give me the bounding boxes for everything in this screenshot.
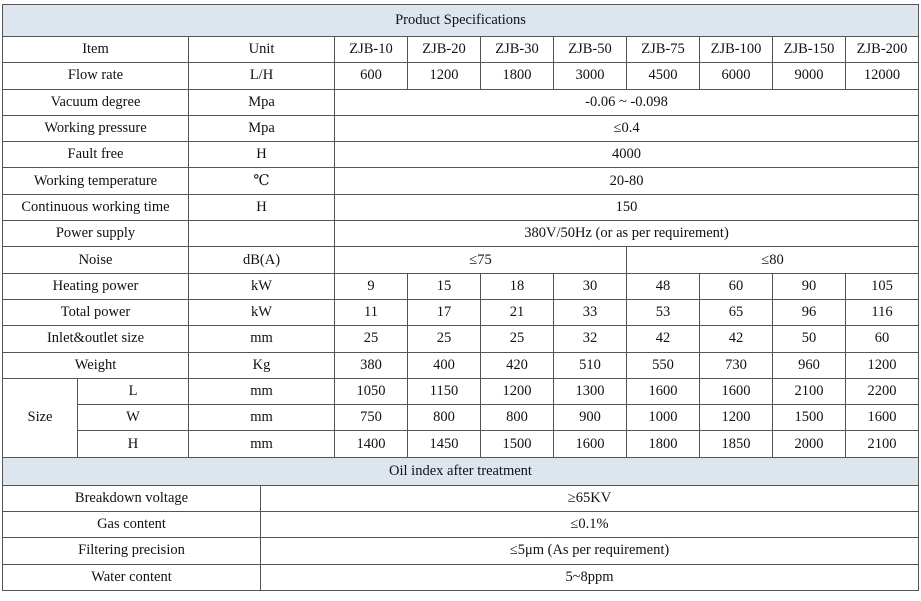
- table-cell: 53: [627, 299, 700, 325]
- model-header: ZJB-30: [481, 37, 554, 63]
- table-cell: 65: [700, 299, 773, 325]
- table-cell: 960: [773, 352, 846, 378]
- table-cell: 380V/50Hz (or as per requirement): [335, 221, 919, 247]
- table-cell: 17: [408, 299, 481, 325]
- table-cell: 550: [627, 352, 700, 378]
- table-row: [3, 194, 919, 220]
- table-row: [3, 142, 919, 168]
- row-label: Filtering precision: [3, 538, 261, 564]
- product-specifications-title: Product Specifications: [3, 5, 919, 37]
- table-cell: 800: [481, 405, 554, 431]
- oil-index-table: [2, 457, 919, 591]
- row-label: W: [78, 405, 189, 431]
- row-label: Gas content: [3, 512, 261, 538]
- table-cell: 600: [335, 63, 408, 89]
- table-row: [3, 168, 919, 194]
- table-cell: 42: [627, 326, 700, 352]
- table-cell: 30: [554, 273, 627, 299]
- table-row: [3, 352, 919, 378]
- table-cell: 60: [846, 326, 919, 352]
- table-cell: 1500: [773, 405, 846, 431]
- spec-document: [2, 4, 918, 591]
- row-unit: ℃: [189, 168, 335, 194]
- row-unit: mm: [189, 378, 335, 404]
- table-cell: 1150: [408, 378, 481, 404]
- row-unit: kW: [189, 273, 335, 299]
- table-cell: 33: [554, 299, 627, 325]
- table-cell: 1050: [335, 378, 408, 404]
- row-unit: kW: [189, 299, 335, 325]
- model-header: ZJB-200: [846, 37, 919, 63]
- unit-header: Unit: [189, 37, 335, 63]
- row-label: Heating power: [3, 273, 189, 299]
- table-cell: 510: [554, 352, 627, 378]
- table-cell: ≤0.1%: [261, 512, 919, 538]
- table-cell: 800: [408, 405, 481, 431]
- row-unit: Mpa: [189, 89, 335, 115]
- table-row: [3, 538, 919, 564]
- model-header: ZJB-100: [700, 37, 773, 63]
- row-unit: Kg: [189, 352, 335, 378]
- model-header: ZJB-150: [773, 37, 846, 63]
- table-cell: 105: [846, 273, 919, 299]
- row-label: H: [78, 431, 189, 457]
- table-cell: 2100: [773, 378, 846, 404]
- table-row: [3, 405, 919, 431]
- model-header: ZJB-10: [335, 37, 408, 63]
- table-cell: 1600: [554, 431, 627, 457]
- table-cell: 1600: [846, 405, 919, 431]
- table-cell: 1200: [846, 352, 919, 378]
- row-label: Weight: [3, 352, 189, 378]
- table-row: [3, 247, 919, 273]
- table-cell: 420: [481, 352, 554, 378]
- table-cell: -0.06 ~ -0.098: [335, 89, 919, 115]
- table-cell: 6000: [700, 63, 773, 89]
- table-cell: 32: [554, 326, 627, 352]
- table-cell: 1200: [408, 63, 481, 89]
- row-label: Working pressure: [3, 115, 189, 141]
- table-cell: 25: [408, 326, 481, 352]
- table-cell: 750: [335, 405, 408, 431]
- table-cell: 42: [700, 326, 773, 352]
- table-cell: 1300: [554, 378, 627, 404]
- table-row: [3, 89, 919, 115]
- table-cell: 1200: [700, 405, 773, 431]
- table-row: [3, 378, 919, 404]
- row-unit: Mpa: [189, 115, 335, 141]
- table-cell: 4500: [627, 63, 700, 89]
- row-unit: H: [189, 142, 335, 168]
- table-cell: 5~8ppm: [261, 564, 919, 590]
- table-row: [3, 564, 919, 590]
- table-cell: 18: [481, 273, 554, 299]
- table-cell: 116: [846, 299, 919, 325]
- table-cell: 1800: [481, 63, 554, 89]
- table-cell: 12000: [846, 63, 919, 89]
- row-label: Total power: [3, 299, 189, 325]
- model-header: ZJB-20: [408, 37, 481, 63]
- row-unit: mm: [189, 431, 335, 457]
- row-label: Working temperature: [3, 168, 189, 194]
- table-cell: 25: [481, 326, 554, 352]
- table-cell: 1400: [335, 431, 408, 457]
- table-cell: 25: [335, 326, 408, 352]
- table-cell: 60: [700, 273, 773, 299]
- table-cell: 50: [773, 326, 846, 352]
- table-cell: 400: [408, 352, 481, 378]
- table-cell: 3000: [554, 63, 627, 89]
- row-unit: mm: [189, 405, 335, 431]
- row-label: Inlet&outlet size: [3, 326, 189, 352]
- row-unit: dB(A): [189, 247, 335, 273]
- row-label: Breakdown voltage: [3, 485, 261, 511]
- table-cell: 1600: [700, 378, 773, 404]
- row-unit: L/H: [189, 63, 335, 89]
- table-cell: ≥65KV: [261, 485, 919, 511]
- table-cell: 21: [481, 299, 554, 325]
- row-label: Noise: [3, 247, 189, 273]
- table-cell: 2000: [773, 431, 846, 457]
- table-cell: 90: [773, 273, 846, 299]
- table-cell: 1600: [627, 378, 700, 404]
- table-cell: 4000: [335, 142, 919, 168]
- size-group-label: Size: [3, 378, 78, 457]
- table-cell: 380: [335, 352, 408, 378]
- table-cell: 150: [335, 194, 919, 220]
- table-cell: 48: [627, 273, 700, 299]
- row-label: Fault free: [3, 142, 189, 168]
- table-cell: 1800: [627, 431, 700, 457]
- table-cell: 2100: [846, 431, 919, 457]
- table-row: [3, 273, 919, 299]
- row-label: Power supply: [3, 221, 189, 247]
- table-cell: 15: [408, 273, 481, 299]
- product-specifications-table: [2, 4, 919, 458]
- row-label: Vacuum degree: [3, 89, 189, 115]
- table-row: [3, 221, 919, 247]
- table-cell: 900: [554, 405, 627, 431]
- model-header: ZJB-50: [554, 37, 627, 63]
- table-row: [3, 326, 919, 352]
- row-unit: mm: [189, 326, 335, 352]
- table-cell: ≤80: [627, 247, 919, 273]
- row-label: L: [78, 378, 189, 404]
- table-cell: ≤0.4: [335, 115, 919, 141]
- table-cell: 1500: [481, 431, 554, 457]
- row-unit: H: [189, 194, 335, 220]
- oil-index-title: Oil index after treatment: [3, 457, 919, 485]
- table-cell: 2200: [846, 378, 919, 404]
- row-label: Continuous working time: [3, 194, 189, 220]
- table-cell: 11: [335, 299, 408, 325]
- table-cell: 96: [773, 299, 846, 325]
- row-unit: [189, 221, 335, 247]
- model-header: ZJB-75: [627, 37, 700, 63]
- table-cell: 1200: [481, 378, 554, 404]
- table-cell: ≤5μm (As per requirement): [261, 538, 919, 564]
- table-cell: 1000: [627, 405, 700, 431]
- table-cell: ≤75: [335, 247, 627, 273]
- table-row: [3, 431, 919, 457]
- table-row: [3, 485, 919, 511]
- table-cell: 1450: [408, 431, 481, 457]
- table-row: [3, 115, 919, 141]
- row-label: Flow rate: [3, 63, 189, 89]
- table-row: [3, 63, 919, 89]
- item-header: Item: [3, 37, 189, 63]
- table-header-row: [3, 37, 919, 63]
- row-label: Water content: [3, 564, 261, 590]
- table-row: [3, 512, 919, 538]
- table-cell: 9: [335, 273, 408, 299]
- table-cell: 1850: [700, 431, 773, 457]
- table-row: [3, 299, 919, 325]
- table-cell: 9000: [773, 63, 846, 89]
- table-cell: 20-80: [335, 168, 919, 194]
- table-cell: 730: [700, 352, 773, 378]
